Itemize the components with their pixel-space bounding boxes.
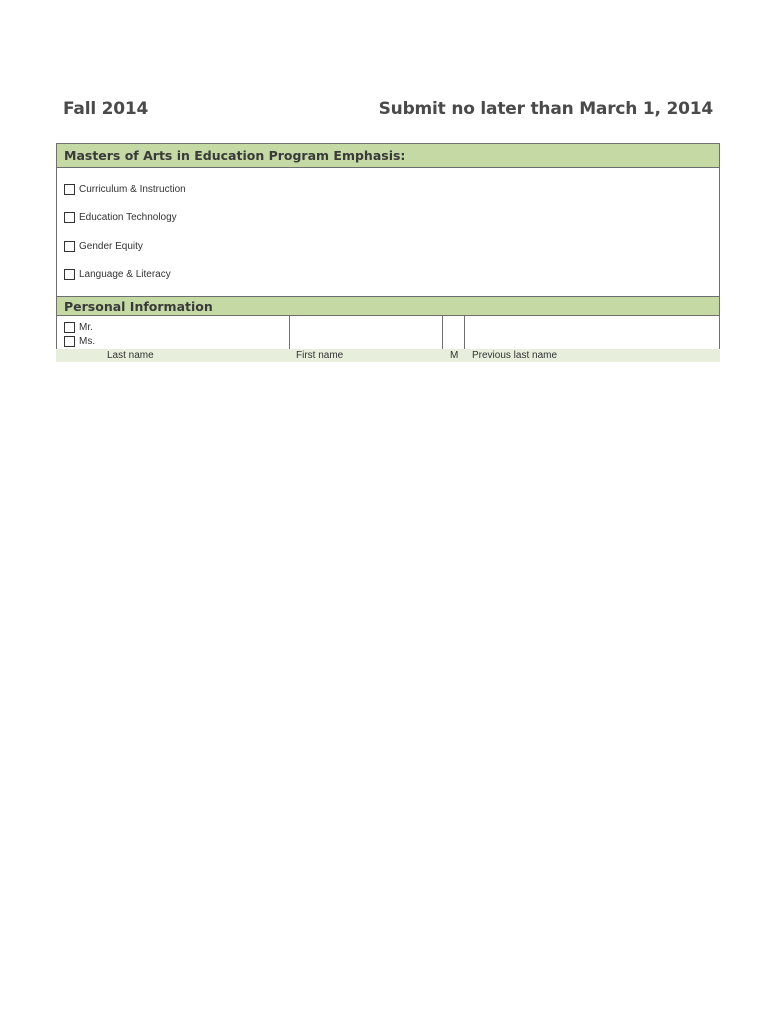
deadline-heading: Submit no later than March 1, 2014 [378, 99, 713, 119]
term-heading: Fall 2014 [63, 99, 149, 119]
option-curriculum-instruction[interactable] [64, 182, 186, 196]
name-field-labels [56, 349, 720, 362]
previous-last-name-input[interactable] [465, 317, 719, 348]
salutation-label: Mr. [79, 321, 93, 333]
first-name-input[interactable] [290, 317, 442, 348]
label-last-name: Last name [107, 350, 154, 361]
checkbox-ms[interactable] [64, 336, 75, 347]
label-first-name: First name [296, 350, 344, 361]
label-previous-last-name: Previous last name [472, 350, 558, 361]
checkbox-education-technology[interactable] [64, 212, 75, 223]
personal-section-header: Personal Information [56, 296, 720, 316]
option-label: Gender Equity [79, 240, 143, 252]
checkbox-gender-equity[interactable] [64, 241, 75, 252]
label-middle-initial: M [450, 350, 459, 361]
emphasis-section-header: Masters of Arts in Education Program Emphasis: [56, 143, 720, 168]
checkbox-mr[interactable] [64, 322, 75, 333]
option-language-literacy[interactable] [64, 267, 171, 281]
option-gender-equity[interactable] [64, 239, 143, 253]
salutation-mr[interactable] [64, 320, 93, 334]
salutation-label: Ms. [79, 335, 96, 347]
checkbox-curriculum-instruction[interactable] [64, 184, 75, 195]
option-label: Curriculum & Instruction [79, 183, 186, 195]
option-label: Language & Literacy [79, 268, 171, 280]
option-education-technology[interactable] [64, 210, 177, 224]
salutation-ms[interactable] [64, 334, 95, 348]
middle-initial-input[interactable] [443, 317, 464, 348]
checkbox-language-literacy[interactable] [64, 269, 75, 280]
option-label: Education Technology [79, 211, 177, 223]
